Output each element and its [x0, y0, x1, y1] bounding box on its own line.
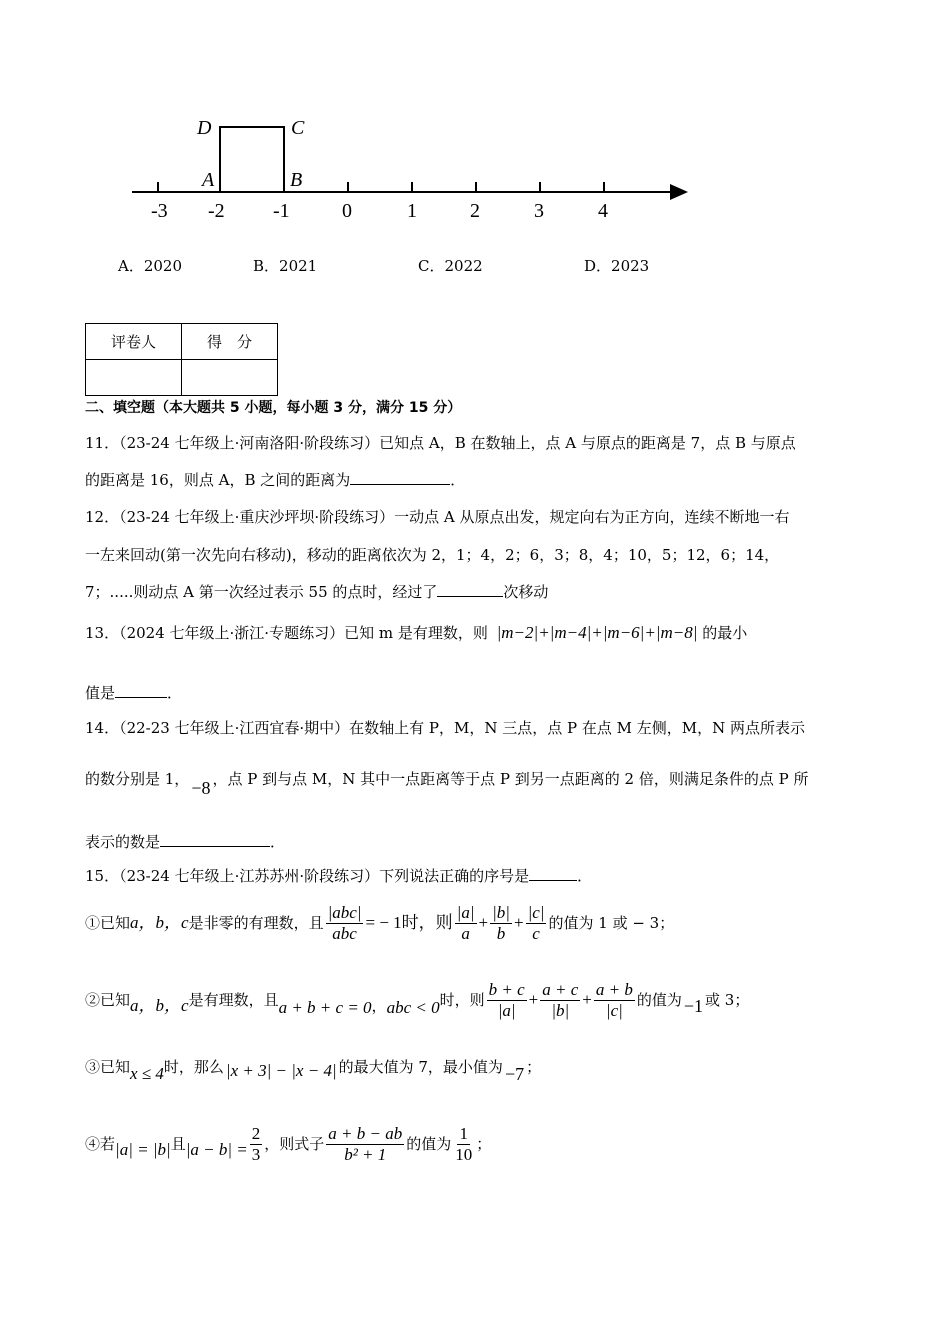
s2-text3: 时，则: [439, 991, 485, 1009]
point-label-b: B: [290, 169, 303, 191]
q14-neg8: −8: [191, 778, 211, 798]
s2-vars: a，b，c: [130, 996, 189, 1015]
s1-text3: = − 1时，则: [365, 913, 453, 932]
option-a[interactable]: [118, 256, 182, 276]
statement-3: [85, 1050, 541, 1084]
frac-den: 10: [455, 1144, 473, 1164]
s4-fraction-expression: [326, 1124, 404, 1165]
s1-fraction-c: [526, 903, 547, 944]
frac-den: |b|: [551, 1000, 570, 1020]
plus-sign: +: [528, 990, 539, 1009]
frac-num: a + b − ab: [328, 1123, 403, 1143]
tick-label: -2: [208, 200, 225, 222]
section-title: 二、填空题（本大题共 5 小题，每小题 3 分，满分 15 分）: [85, 400, 462, 416]
s1-text: ①已知: [85, 914, 131, 932]
tick-label: 4: [598, 200, 608, 222]
frac-den: 3: [251, 1144, 261, 1164]
s4-cond2: |a − b| =: [185, 1140, 248, 1159]
frac-num: 2: [251, 1123, 261, 1143]
option-letter: A．: [118, 257, 144, 275]
plus-sign: +: [582, 990, 592, 1009]
s3-text3: 的最大值为 7，最小值为: [338, 1058, 503, 1076]
s2-cond1: a + b + c = 0: [278, 998, 372, 1017]
frac-num: a + c: [542, 979, 579, 999]
q11-answer-blank[interactable]: [350, 470, 450, 485]
q13-text2: 值是: [85, 684, 116, 702]
option-value: 2022: [444, 257, 483, 275]
q14-text2: ，点 P 到与点 M，N 其中一点距离等于点 P 到另一点距离的 2 倍，则满足条件的点 P 所: [212, 770, 809, 788]
s1-fraction-a: [455, 903, 477, 944]
q12-line2: 一左来回动(第一次先向右移动)，移动的距离依次为 2，1；4，2；6，3；8，4；10，5；12，6；14，: [85, 546, 780, 564]
q15-end: ．: [577, 867, 593, 885]
option-value: 2021: [279, 257, 318, 275]
frac-den: a: [461, 923, 470, 943]
statement-1: [85, 900, 674, 946]
q11-text: 的距离是 16，则点 A，B 之间的距离为: [85, 471, 351, 489]
frac-den: abc: [332, 923, 357, 943]
q15-text: 15．（23-24 七年级上·江苏苏州·阶段练习）下列说法正确的序号是: [85, 867, 530, 885]
q13-expression: |m−2|+|m−4|+|m−6|+|m−8|: [496, 623, 698, 642]
option-value: 2023: [611, 257, 650, 275]
tick-label: 3: [534, 200, 544, 222]
s1-text2: 是非零的有理数，且: [188, 914, 324, 932]
s2-text: ②已知: [85, 991, 131, 1009]
q14-end: ．: [270, 833, 286, 851]
s4-text3: ，则式子: [264, 1135, 325, 1153]
q13-line2: [85, 683, 182, 703]
score-header: 得 分: [182, 324, 278, 360]
option-letter: D．: [584, 257, 612, 275]
s2-fraction-1: [487, 980, 527, 1021]
frac-num: b + c: [488, 979, 525, 999]
s2-value: −1: [683, 996, 704, 1016]
frac-num: a + b: [595, 979, 633, 999]
q15-answer-blank[interactable]: [529, 866, 577, 881]
tick-label: -1: [273, 200, 290, 222]
option-letter: C．: [418, 257, 445, 275]
q11-end: ．: [450, 471, 466, 489]
tick-label: -3: [151, 200, 168, 222]
score-cell[interactable]: [182, 360, 278, 396]
reviewer-cell[interactable]: [86, 360, 182, 396]
option-letter: B．: [253, 257, 280, 275]
s1-vars: a，b，c: [130, 913, 189, 932]
q13-text: 13．（2024 七年级上·浙江·专题练习）已知 m 是有理数，则: [85, 624, 488, 642]
s4-text4: 的值为: [406, 1135, 452, 1153]
s1-fraction-b: [490, 903, 512, 944]
q14-answer-blank[interactable]: [160, 832, 270, 847]
s2-fraction-3: [594, 980, 635, 1021]
s3-cond: x ≤ 4: [130, 1064, 164, 1083]
s1-fraction-abc: [326, 903, 364, 944]
s2-fraction-2: [540, 980, 580, 1021]
s3-end: ；: [526, 1058, 542, 1076]
frac-den: |c|: [605, 1000, 623, 1020]
option-c[interactable]: [418, 256, 483, 276]
frac-num: |abc|: [327, 902, 362, 922]
q13-end: ．: [167, 684, 183, 702]
frac-num: |a|: [456, 902, 475, 922]
frac-den: c: [532, 923, 540, 943]
axis-arrow-icon: [670, 184, 688, 200]
point-label-d: D: [197, 117, 212, 139]
plus-sign: +: [513, 913, 524, 932]
q12-line3: [85, 582, 548, 602]
option-b[interactable]: [253, 256, 317, 276]
q14-line3: [85, 832, 285, 852]
option-value: 2020: [143, 257, 183, 275]
q13-answer-blank[interactable]: [115, 683, 167, 698]
s3-value: −7: [504, 1064, 525, 1084]
s4-text: ④若: [85, 1135, 116, 1153]
q14-line1: 14．（22-23 七年级上·江西宜春·期中）在数轴上有 P，M，N 三点，点 P 在点 M 左侧，M，N 两点所表示: [85, 719, 806, 737]
s4-end: ；: [476, 1135, 492, 1153]
s4-text2: 且: [170, 1135, 186, 1153]
q11-line2: [85, 470, 465, 490]
frac-den: b: [496, 923, 506, 943]
q12-answer-blank[interactable]: [437, 582, 503, 597]
frac-den: |a|: [497, 1000, 516, 1020]
q11-line1: 11．（23-24 七年级上·河南洛阳·阶段练习）已知点 A，B 在数轴上，点 A 与原点的距离是 7，点 B 与原点: [85, 434, 796, 452]
s2-cond2: abc < 0: [386, 998, 440, 1017]
s4-fraction-value: [453, 1124, 474, 1165]
s2-text2: 是有理数，且: [188, 991, 279, 1009]
q12-line1: 12．（23-24 七年级上·重庆沙坪坝·阶段练习）一动点 A 从原点出发，规定向右为正方向，连续不断地一右: [85, 508, 790, 526]
frac-den: b² + 1: [344, 1144, 387, 1164]
point-label-a: A: [202, 169, 215, 191]
s2-text4: 的值为: [636, 991, 682, 1009]
s3-text2: 时，那么: [163, 1058, 224, 1076]
option-d[interactable]: [584, 256, 649, 276]
axis-ticks: [158, 182, 604, 192]
tick-label: 1: [407, 200, 417, 222]
s3-expression: |x + 3| − |x − 4|: [225, 1061, 337, 1080]
s4-cond1: |a| = |b|: [115, 1140, 171, 1159]
statement-4: [85, 1120, 491, 1168]
statement-2: [85, 974, 749, 1026]
plus-sign: +: [478, 913, 489, 932]
tick-label: 0: [342, 200, 352, 222]
q13-suffix: 的最小: [702, 624, 748, 642]
score-table: [85, 323, 278, 396]
reviewer-header: 评卷人: [86, 324, 182, 360]
s4-fraction-two-thirds: [250, 1124, 263, 1165]
frac-num: 1: [459, 1123, 468, 1143]
q14-text: 的数分别是 1，: [85, 770, 190, 788]
q14-text3: 表示的数是: [85, 833, 161, 851]
q15-line1: [85, 866, 592, 886]
tick-label: 2: [470, 200, 480, 222]
comma: ，: [371, 997, 387, 1015]
frac-num: |c|: [527, 902, 545, 922]
s2-end: 或 3；: [705, 991, 750, 1009]
frac-num: |b|: [492, 902, 510, 922]
point-label-c: C: [291, 117, 305, 139]
number-line-figure: [120, 110, 700, 225]
q13-line1: [85, 623, 747, 643]
q12-text: 7；.....则动点 A 第一次经过表示 55 的点时，经过了: [85, 583, 438, 601]
square-abcd: [220, 127, 284, 192]
s1-end: 的值为 1 或 − 3；: [548, 914, 675, 932]
q12-end: 次移动: [503, 583, 549, 601]
q14-line2: [85, 768, 809, 798]
s3-text: ③已知: [85, 1058, 131, 1076]
